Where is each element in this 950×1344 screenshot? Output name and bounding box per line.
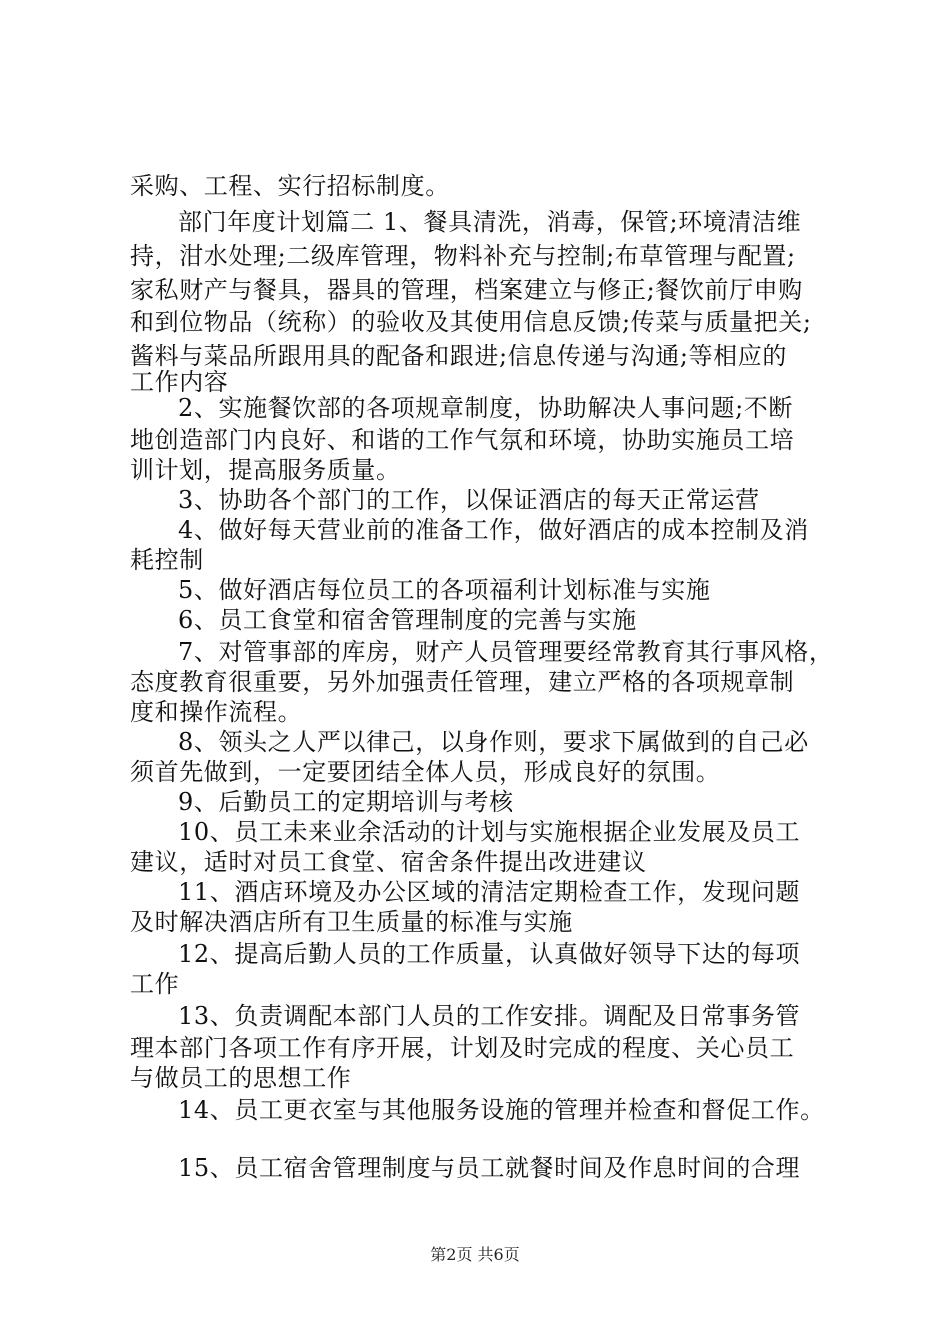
body-line: 13、负责调配本部门人员的工作安排。调配及日常事务管 [178,1002,801,1030]
body-line: 耗控制 [130,546,204,574]
page-number-footer: 第2页 共6页 [430,1245,520,1264]
body-line: 2、实施餐饮部的各项规章制度，协助解决人事问题;不断 [178,394,793,422]
body-line: 工作内容 [130,368,229,396]
body-line: 10、员工未来业余活动的计划与实施根据企业发展及员工 [178,818,801,846]
body-line: 6、员工食堂和宿舍管理制度的完善与实施 [178,606,637,634]
body-line: 及时解决酒店所有卫生质量的标准与实施 [130,908,573,936]
body-line: 12、提高后勤人员的工作质量，认真做好领导下达的每项 [178,940,801,968]
body-line: 9、后勤员工的定期培训与考核 [178,788,514,816]
body-line: 14、员工更衣室与其他服务设施的管理并检查和督促工作。 [178,1096,825,1124]
body-line: 采购、工程、实行招标制度。 [130,172,450,200]
body-line: 11、酒店环境及办公区域的清洁定期检查工作，发现问题 [178,878,801,906]
body-line: 部门年度计划篇二 1、餐具清洗，消毒，保管;环境清洁维 [178,208,802,236]
body-line: 与做员工的思想工作 [130,1064,352,1092]
body-line: 3、协助各个部门的工作，以保证酒店的每天正常运营 [178,486,760,514]
body-line: 工作 [130,970,180,998]
body-line: 和到位物品（统称）的验收及其使用信息反馈;传菜与质量把关; [130,308,812,336]
body-line: 训计划，提高服务质量。 [130,456,401,484]
body-line: 度和操作流程。 [130,698,303,726]
body-line: 家私财产与餐具，器具的管理，档案建立与修正;餐饮前厅申购 [130,276,803,304]
body-line: 持，泔水处理;二级库管理，物料补充与控制;布草管理与配置; [130,242,796,270]
body-line: 理本部门各项工作有序开展，计划及时完成的程度、关心员工 [130,1034,795,1062]
body-line: 7、对管事部的库房，财产人员管理要经常教育其行事风格， [178,638,834,666]
body-line: 建议，适时对员工食堂、宿舍条件提出改进建议 [130,848,647,876]
body-line: 4、做好每天营业前的准备工作，做好酒店的成本控制及消 [178,516,809,544]
body-line: 须首先做到，一定要团结全体人员，形成良好的氛围。 [130,758,721,786]
body-line: 态度教育很重要，另外加强责任管理，建立严格的各项规章制 [130,668,795,696]
body-line: 酱料与菜品所跟用具的配备和跟进;信息传递与沟通;等相应的 [130,342,787,370]
body-line: 8、领头之人严以律己，以身作则，要求下属做到的自己必 [178,728,809,756]
body-line: 地创造部门内良好、和谐的工作气氛和环境，协助实施员工培 [130,426,795,454]
body-line: 15、员工宿舍管理制度与员工就餐时间及作息时间的合理 [178,1154,801,1182]
body-line: 5、做好酒店每位员工的各项福利计划标准与实施 [178,576,711,604]
